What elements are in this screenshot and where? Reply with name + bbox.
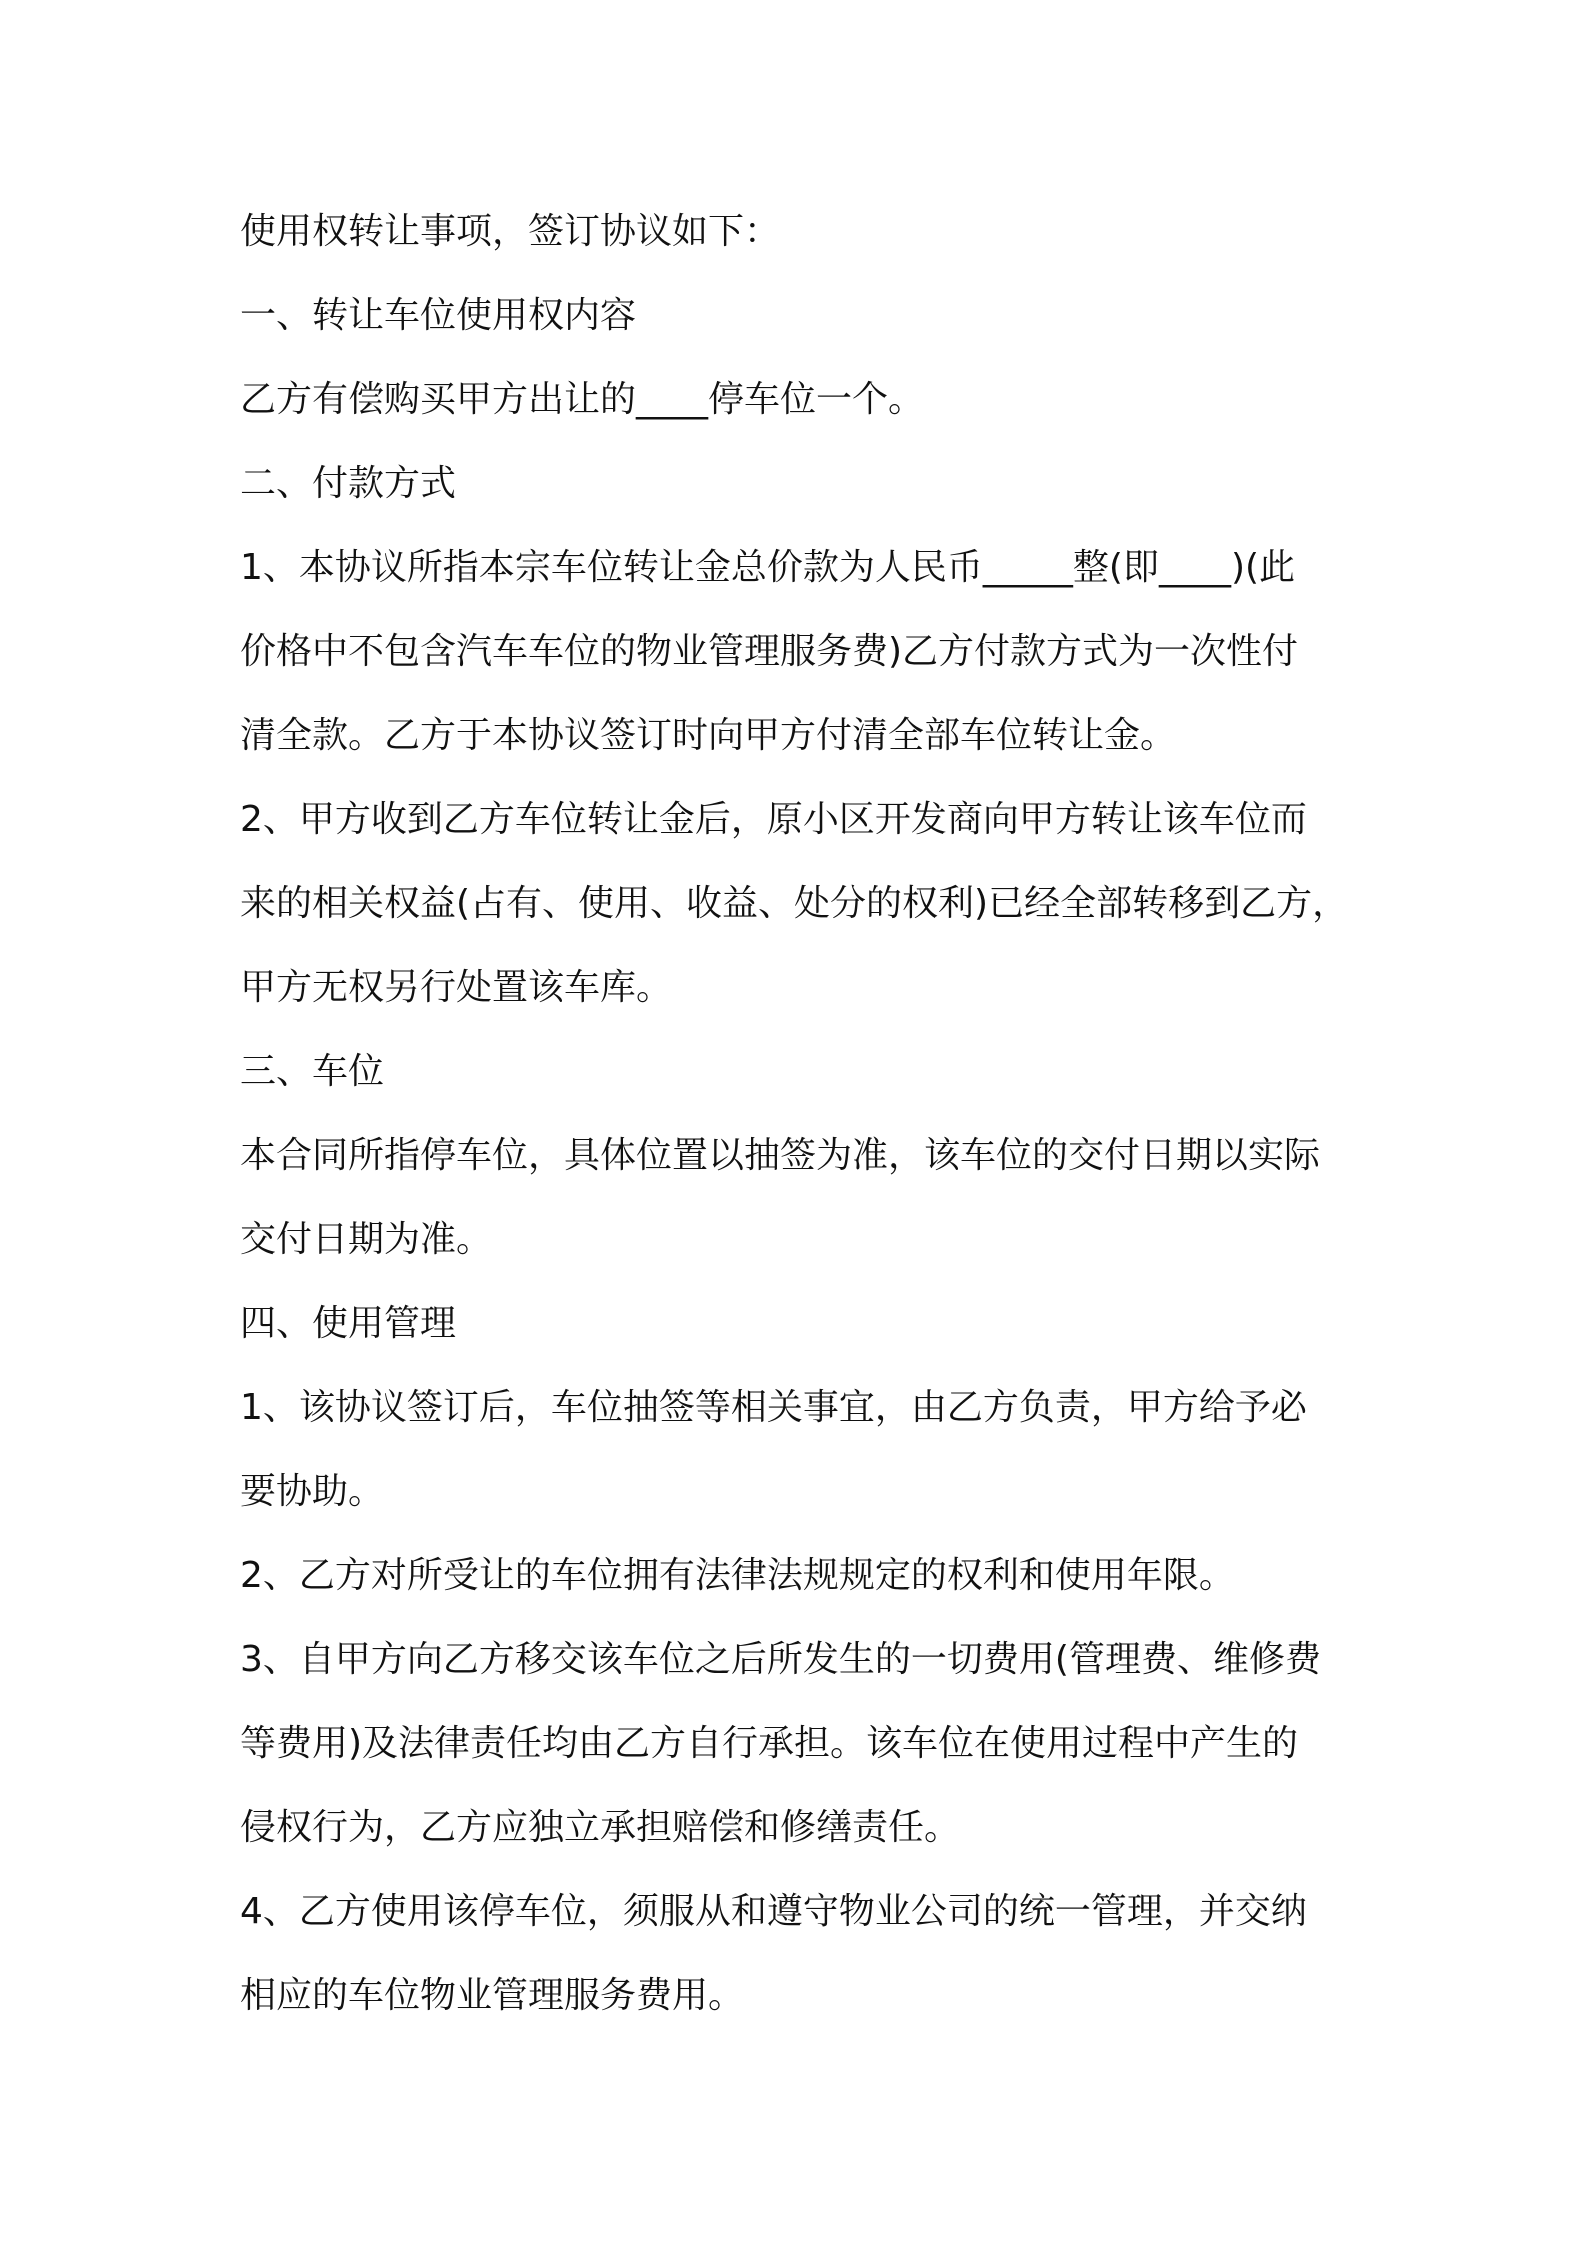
document-body	[240, 190, 1360, 2038]
paragraph-line: 等费用)及法律责任均由乙方自行承担。该车位在使用过程中产生的	[240, 1723, 1299, 1764]
paragraph-line: 1、该协议签订后，车位抽签等相关事宜，由乙方负责，甲方给予必	[240, 1387, 1307, 1428]
paragraph-line: 侵权行为，乙方应独立承担赔偿和修缮责任。	[240, 1807, 961, 1848]
paragraph-line: 清全款。乙方于本协议签订时向甲方付清全部车位转让金。	[240, 715, 1177, 756]
paragraph-line: 来的相关权益(占有、使用、收益、处分的权利)已经全部转移到乙方，	[240, 883, 1349, 924]
paragraph-line: 交付日期为准。	[240, 1219, 493, 1260]
paragraph-line: 价格中不包含汽车车位的物业管理服务费)乙方付款方式为一次性付	[240, 631, 1299, 672]
paragraph-line: 4、乙方使用该停车位，须服从和遵守物业公司的统一管理，并交纳	[240, 1891, 1307, 1932]
section-heading-1: 一、转让车位使用权内容	[240, 295, 637, 336]
paragraph-line: 乙方有偿购买甲方出让的____停车位一个。	[240, 379, 925, 420]
section-heading-4: 四、使用管理	[240, 1303, 457, 1344]
paragraph-line: 相应的车位物业管理服务费用。	[240, 1975, 745, 2016]
paragraph-line: 要协助。	[240, 1471, 385, 1512]
paragraph-line: 2、乙方对所受让的车位拥有法律法规规定的权利和使用年限。	[240, 1555, 1235, 1596]
section-heading-3: 三、车位	[240, 1051, 385, 1092]
paragraph-line: 1、本协议所指本宗车位转让金总价款为人民币_____整(即____)(此	[240, 547, 1296, 588]
intro-line: 使用权转让事项，签订协议如下：	[240, 211, 781, 252]
paragraph-line: 本合同所指停车位，具体位置以抽签为准，该车位的交付日期以实际	[240, 1135, 1321, 1176]
section-heading-2: 二、付款方式	[240, 463, 457, 504]
paragraph-line: 3、自甲方向乙方移交该车位之后所发生的一切费用(管理费、维修费	[240, 1639, 1321, 1680]
paragraph-line: 2、甲方收到乙方车位转让金后，原小区开发商向甲方转让该车位而	[240, 799, 1307, 840]
paragraph-line: 甲方无权另行处置该车库。	[240, 967, 673, 1008]
